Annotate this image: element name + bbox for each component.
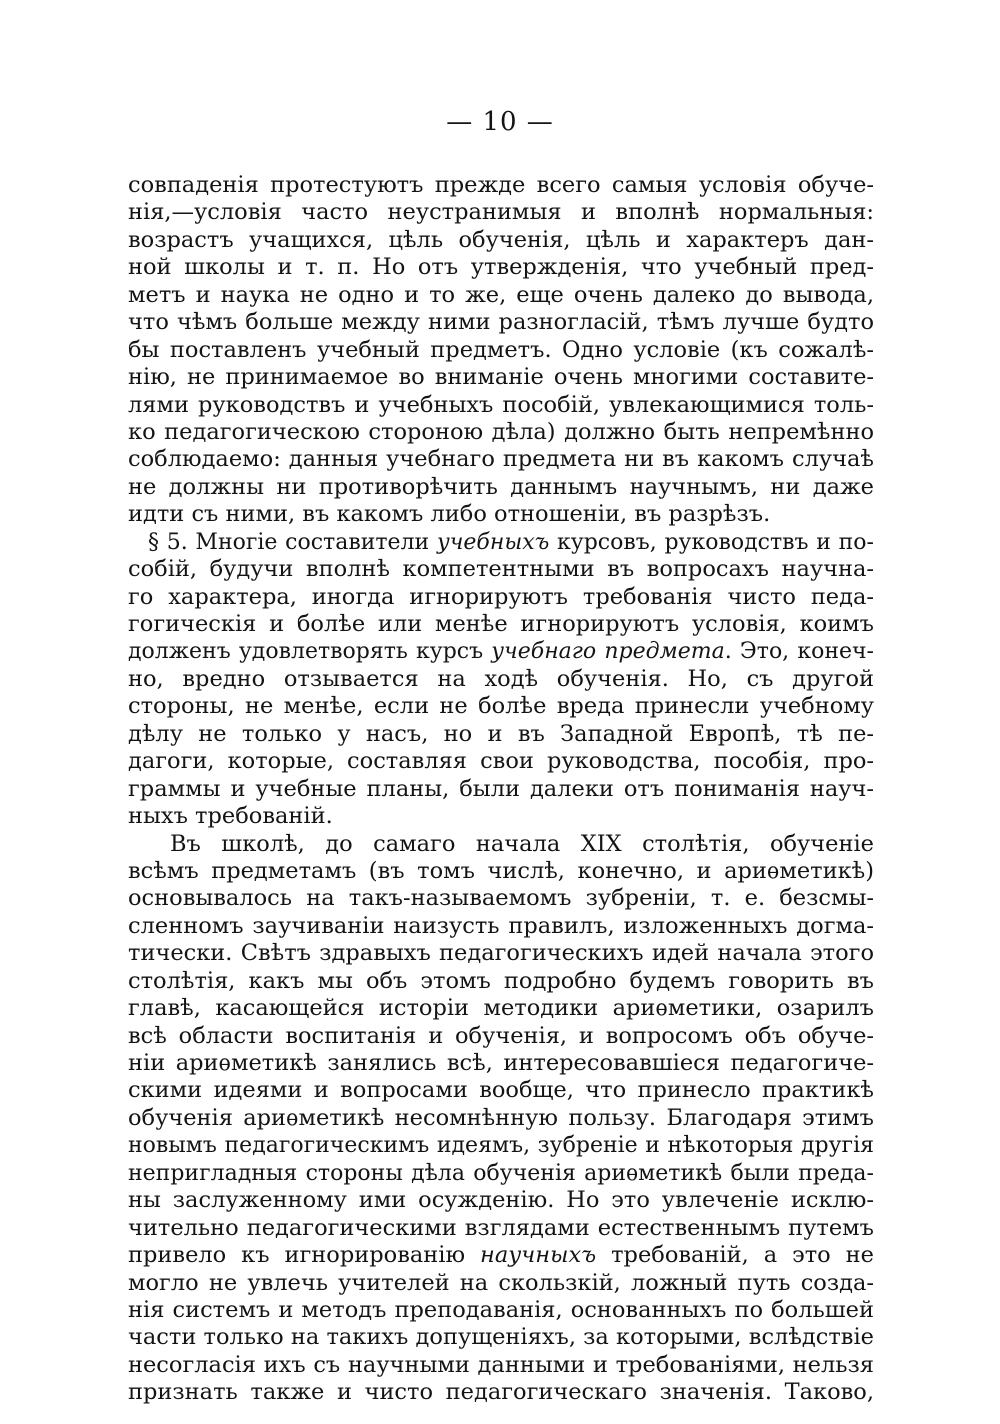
text-line: скими идеями и вопросами вообще, что принесло практикѣ [128, 1077, 874, 1104]
text-line: ніи ариѳметикѣ занялись всѣ, интересовавшіеся педагогиче- [128, 1050, 874, 1076]
body-text [128, 172, 874, 1407]
text-line: что чѣмъ больше между ними разногласій, тѣмъ лучше будто [128, 309, 874, 336]
text-line: главѣ, касающейся исторіи методики ариѳметики, озарилъ [128, 995, 874, 1022]
text-line: признать также и чисто педагогическаго значенія. Таково, [128, 1379, 874, 1406]
italic-phrase: учебнаго предмета [491, 639, 725, 665]
text-line: нію, не принимаемое во вниманіе очень многими составите- [128, 364, 874, 391]
text-line: чительно педагогическими взглядами естественнымъ путемъ [128, 1214, 874, 1241]
text-line: основывалось на такъ-называемомъ зубреніи, т. е. безсмы- [128, 885, 874, 912]
text-line: всѣ области воспитанія и обученія, и вопросомъ объ обуче- [128, 1022, 874, 1049]
text-line: части только на такихъ допущеніяхъ, за которыми, вслѣдствіе [128, 1324, 874, 1351]
paragraph-start-line: Въ школѣ, до самаго начала XIX столѣтія, обученіе [170, 830, 874, 857]
text-line: лями руководствъ и учебныхъ пособій, увлекающимися толь- [128, 391, 874, 418]
text-line: соблюдаемо: данныя учебнаго предмета ни въ какомъ случаѣ [128, 446, 874, 473]
page-number: — 10 — [446, 107, 554, 137]
text-line: граммы и учебные планы, были далеки отъ пониманія науч- [128, 775, 874, 802]
text-line: метъ и наука не одно и то же, еще очень далеко до вывода, [128, 281, 874, 308]
text-line: привело къ игнорированію научныхъ требованій, а это не [128, 1242, 874, 1269]
text-line: долженъ удовлетворять курсъ учебнаго предмета. Это, конеч- [128, 639, 874, 665]
text-line: но, вредно отзывается на ходѣ обученія. Но, съ другой [128, 665, 874, 692]
text-line: нія системъ и методъ преподаванія, основанныхъ по большей [128, 1296, 874, 1323]
text-line: бы поставленъ учебный предметъ. Одно условіе (къ сожалѣ- [128, 336, 874, 363]
text-line: нія,—условія часто неустранимыя и вполнѣ нормальныя: [128, 199, 874, 226]
text-line: непригладныя стороны дѣла обученія ариѳметикѣ были преда- [128, 1160, 874, 1186]
text-line: ко педагогическою стороною дѣла) должно быть непремѣнно [128, 418, 874, 445]
text-line: обученія ариѳметикѣ несомнѣнную пользу. Благодаря этимъ [128, 1104, 874, 1131]
text-line: могло не увлечь учителей на скользкій, ложный путь созда- [128, 1269, 874, 1296]
text-line: идти съ ними, въ какомъ либо отношеніи, въ разрѣзъ. [128, 501, 771, 528]
text-line: всѣмъ предметамъ (въ томъ числѣ, конечно, и ариѳметикѣ) [128, 857, 874, 884]
text-line: собій, будучи вполнѣ компетентными въ вопросахъ научна- [128, 556, 874, 583]
text-line: столѣтія, какъ мы объ этомъ подробно будемъ говорить въ [128, 967, 874, 994]
text-line: ныхъ требованій. [128, 803, 333, 830]
italic-word: научныхъ [480, 1242, 597, 1269]
text-line: возрастъ учащихся, цѣль обученія, цѣль и характеръ дан- [128, 226, 874, 253]
text-line: новымъ педагогическимъ идеямъ, зубреніе и нѣкоторыя другія [128, 1133, 874, 1159]
text-line: совпаденія протестуютъ прежде всего самыя условія обуче- [128, 172, 874, 198]
text-line: гогическія и болѣе или менѣе игнорируютъ условія, коимъ [128, 611, 874, 637]
text-line: тически. Свѣтъ здравыхъ педагогическихъ идей начала этого [128, 940, 874, 967]
text-line: ной школы и т. п. Но отъ утвержденія, что учебный пред- [128, 254, 874, 281]
text-line: дагоги, которые, составляя свои руководства, пособія, про- [128, 748, 874, 775]
section-start-line: § 5. Многіе составители учебныхъ курсовъ, руководствъ и по- [148, 529, 874, 555]
text-line: сленномъ заучиваніи наизусть правилъ, изложенныхъ догма- [128, 912, 874, 939]
text-line: го характера, иногда игнорируютъ требованія чисто педа- [128, 583, 874, 610]
italic-word: учебныхъ [436, 529, 550, 555]
text-line: дѣлу не только у насъ, но и въ Западной Европѣ, тѣ пе- [128, 720, 874, 747]
text-line: не должны ни противорѣчить даннымъ научнымъ, ни даже [128, 473, 874, 500]
text-line: ны заслуженному ими осужденію. Но это увлеченіе исклю- [128, 1187, 874, 1214]
text-line: несогласія ихъ съ научными данными и требованіями, нельзя [128, 1351, 874, 1378]
text-line: стороны, не менѣе, если не болѣе вреда принесли учебному [128, 693, 874, 720]
